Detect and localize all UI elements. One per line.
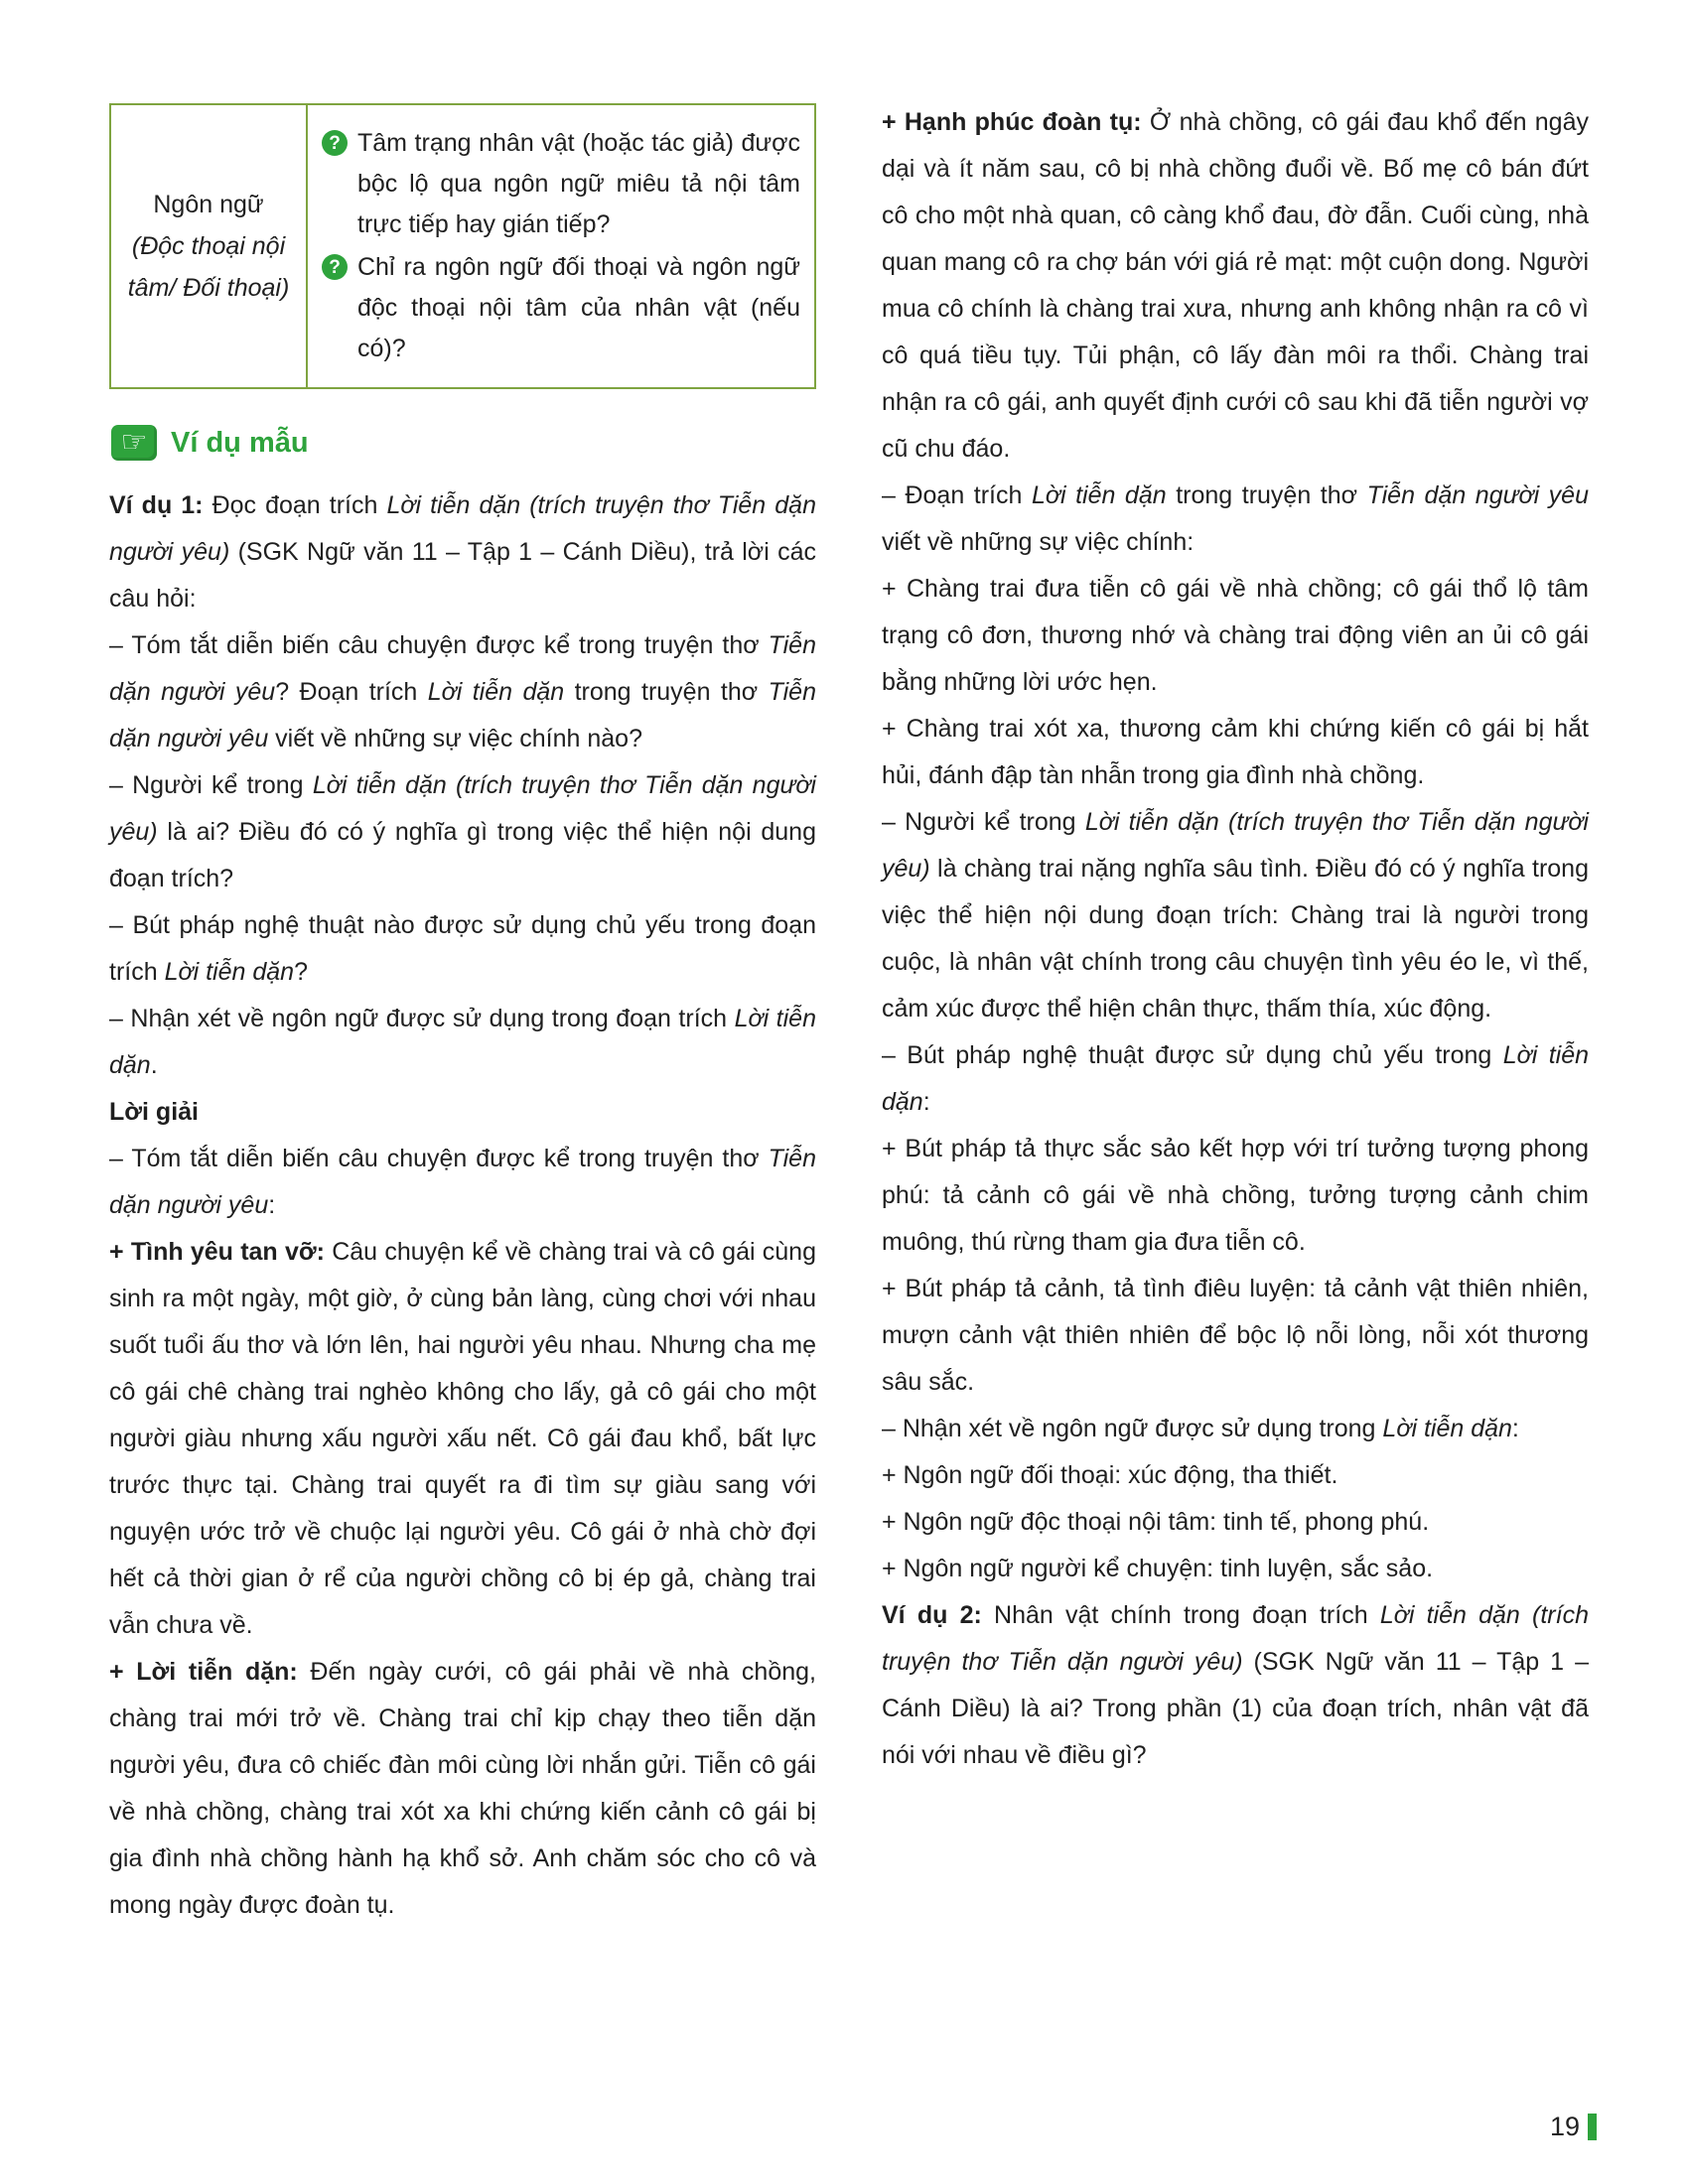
text-run: Lời tiễn dặn (trích truyện thơ Tiễn dặn người yêu): [109, 771, 816, 846]
text-run: – Đoạn trích: [882, 481, 1032, 509]
text-run: + Ngôn ngữ người kể chuyện: tinh luyện, sắc sảo.: [882, 1555, 1434, 1582]
text-run: là ai? Điều đó có ý nghĩa gì trong việc thể hiện nội dung đoạn trích?: [109, 818, 816, 892]
text-run: Lời tiễn dặn: [427, 678, 565, 706]
text-run: Ở nhà chồng, cô gái đau khổ đến ngây dại và ít năm sau, cô bị nhà chồng đuổi về. Bố mẹ cô bán đứt cô cho một nhà quan, cô càng khổ đau, đờ đẫn. Cuối cùng, nhà quan mang cô ra chợ bán với giá rẻ mạt: một cuộn dong. Người mua cô chính là chàng trai xưa, nhưng anh không nhận ra cô vì cô quá tiều tụy. Tủi phận, cô lấy đàn môi ra thổi. Chàng trai nhận ra cô gái, anh quyết định cưới cô sau khi đã tiễn người vợ cũ chu đáo.: [882, 108, 1589, 463]
paragraph: [882, 1499, 1589, 1546]
text-run: – Bút pháp nghệ thuật nào được sử dụng chủ yếu trong đoạn trích: [109, 911, 816, 986]
text-run: + Bút pháp tả cảnh, tả tình điêu luyện: tả cảnh vật thiên nhiên, mượn cảnh vật thiên nhiên để bộc lộ nỗi lòng, nỗi xót thương sâu sắc.: [882, 1275, 1589, 1396]
paragraph: [882, 99, 1589, 473]
text-run: Tiễn dặn người yêu: [109, 1145, 816, 1219]
paragraph: [109, 622, 816, 762]
section-heading-label: Ví dụ mẫu: [171, 426, 309, 459]
paragraph: [109, 902, 816, 996]
text-run: viết về những sự việc chính:: [882, 528, 1195, 556]
question-icon: ?: [322, 254, 348, 280]
question-item: [322, 123, 800, 245]
text-run: Ví dụ 1:: [109, 491, 204, 519]
paragraph: [882, 1032, 1589, 1126]
paragraph: [882, 473, 1589, 566]
text-run: Ví dụ 2:: [882, 1601, 982, 1629]
text-run: Lời tiễn dặn (trích truyện thơ Tiễn dặn người yêu): [109, 491, 816, 566]
text-run: Lời tiễn dặn: [164, 958, 295, 986]
text-run: + Ngôn ngữ độc thoại nội tâm: tinh tế, phong phú.: [882, 1508, 1430, 1536]
text-run: Đến ngày cưới, cô gái phải về nhà chồng, chàng trai mới trở về. Chàng trai chỉ kịp chạy theo tiễn dặn người yêu, đưa cô chiếc đàn môi cùng lời nhắn gửi. Tiễn cô gái về nhà chồng, chàng trai xót xa khi chứng kiến cảnh cô gái bị gia đình nhà chồng hành hạ khổ sở. Anh chăm sóc cho cô và mong ngày được đoàn tụ.: [109, 1658, 816, 1919]
paragraph: [882, 1592, 1589, 1779]
paragraph: [109, 482, 816, 622]
text-run: – Người kể trong: [109, 771, 313, 799]
text-run: + Chàng trai xót xa, thương cảm khi chứng kiến cô gái bị hắt hủi, đánh đập tàn nhẫn trong gia đình nhà chồng.: [882, 715, 1589, 789]
two-column-layout: [109, 99, 1589, 1929]
question-item: [322, 247, 800, 369]
page-footer: [1550, 2112, 1597, 2142]
paragraph: [882, 566, 1589, 706]
paragraph: [109, 1649, 816, 1929]
question-icon: ?: [322, 130, 348, 156]
paragraph: [109, 1136, 816, 1229]
text-run: Lời tiễn dặn: [1031, 481, 1167, 509]
paragraph: [882, 1546, 1589, 1592]
text-run: + Lời tiễn dặn:: [109, 1658, 298, 1686]
text-run: viết về những sự việc chính nào?: [268, 725, 642, 752]
text-run: Câu chuyện kể về chàng trai và cô gái cùng sinh ra một ngày, một giờ, ở cùng bản làng, cùng chơi với nhau suốt tuổi ấu thơ và lớn lên, hai người yêu nhau. Nhưng cha mẹ cô gái chê chàng trai nghèo không cho lấy, gả cô gái cho một người giàu nhưng xấu người xấu nết. Cô gái đau khổ, bất lực trước thực tại. Chàng trai quyết ra đi tìm sự giàu sang với nguyện ước trở về chuộc lại người yêu. Cô gái ở nhà chờ đợi hết cả thời gian ở rể của người chồng cô bị ép gả, chàng trai vẫn chưa về.: [109, 1238, 816, 1639]
text-run: + Hạnh phúc đoàn tụ:: [882, 108, 1142, 136]
language-criteria-table: [109, 103, 816, 389]
left-column-text: [109, 482, 816, 1929]
text-run: :: [268, 1191, 276, 1219]
text-run: – Tóm tắt diễn biến câu chuyện được kể trong truyện thơ: [109, 1145, 769, 1172]
text-run: Lời tiễn dặn: [109, 1005, 816, 1079]
table-row-label-cell: [110, 104, 307, 388]
text-run: + Tình yêu tan vỡ:: [109, 1238, 325, 1266]
text-run: – Người kể trong: [882, 808, 1085, 836]
text-run: Lời tiễn dặn: [882, 1041, 1590, 1116]
paragraph: [109, 996, 816, 1089]
text-run: – Bút pháp nghệ thuật được sử dụng chủ yếu trong: [882, 1041, 1503, 1069]
paragraph: [882, 1452, 1589, 1499]
text-run: Lời tiễn dặn: [1382, 1415, 1512, 1442]
left-column: [109, 99, 816, 1929]
text-run: ?: [294, 958, 308, 986]
text-run: Nhân vật chính trong đoạn trích: [981, 1601, 1380, 1629]
row-label-main: Ngôn ngữ: [153, 191, 264, 218]
paragraph: [882, 706, 1589, 799]
text-run: Lời tiễn dặn (trích truyện thơ Tiễn dặn người yêu): [882, 1601, 1589, 1676]
question-text: Chỉ ra ngôn ngữ đối thoại và ngôn ngữ độc thoại nội tâm của nhân vật (nếu có)?: [357, 253, 800, 362]
text-run: – Nhận xét về ngôn ngữ được sử dụng trong đoạn trích: [109, 1005, 735, 1032]
text-run: Lời giải: [109, 1098, 200, 1126]
paragraph: [109, 1229, 816, 1649]
text-run: là chàng trai nặng nghĩa sâu tình. Điều đó có ý nghĩa trong việc thể hiện nội dung đoạn trích: Chàng trai là người trong cuộc, là nhân vật chính trong câu chuyện tình yêu éo le, vì thế, cảm xúc được thể hiện chân thực, thấm thía, xúc động.: [882, 855, 1589, 1023]
paragraph: [882, 1126, 1589, 1266]
example-section-heading: [111, 425, 816, 461]
page-number: 19: [1549, 2112, 1580, 2141]
text-run: Tiễn dặn người yêu: [109, 631, 816, 706]
text-run: ? Đoạn trích: [275, 678, 428, 706]
text-run: – Nhận xét về ngôn ngữ được sử dụng trong: [882, 1415, 1383, 1442]
text-run: + Chàng trai đưa tiễn cô gái về nhà chồng; cô gái thổ lộ tâm trạng cô đơn, thương nhớ và chàng trai động viên an ủi cô gái bằng những lời ước hẹn.: [882, 575, 1589, 696]
text-run: Tiễn dặn người yêu: [1366, 481, 1589, 509]
text-run: (SGK Ngữ văn 11 – Tập 1 – Cánh Diều) là ai? Trong phần (1) của đoạn trích, nhân vật đã nói với nhau về điều gì?: [882, 1648, 1589, 1769]
paragraph: [109, 762, 816, 902]
text-run: :: [922, 1088, 930, 1116]
text-run: Tiễn dặn người yêu: [109, 678, 816, 752]
pointing-hand-icon: ☞: [111, 425, 157, 461]
row-label-sub: (Độc thoại nội tâm/ Đối thoại): [127, 232, 290, 302]
right-column: [882, 99, 1589, 1929]
table-row: [110, 104, 815, 388]
right-column-text: [882, 99, 1589, 1779]
text-run: – Tóm tắt diễn biến câu chuyện được kể trong truyện thơ: [109, 631, 769, 659]
paragraph: [882, 1406, 1589, 1452]
text-run: trong truyện thơ: [564, 678, 769, 706]
text-run: Lời tiễn dặn (trích truyện thơ Tiễn dặn người yêu): [882, 808, 1589, 883]
text-run: .: [150, 1051, 158, 1079]
paragraph: [882, 799, 1589, 1032]
paragraph: [109, 1089, 816, 1136]
question-text: Tâm trạng nhân vật (hoặc tác giả) được bộc lộ qua ngôn ngữ miêu tả nội tâm trực tiếp hay gián tiếp?: [357, 129, 800, 238]
text-run: :: [1511, 1415, 1519, 1442]
text-run: trong truyện thơ: [1166, 481, 1367, 509]
paragraph: [882, 1266, 1589, 1406]
text-run: (SGK Ngữ văn 11 – Tập 1 – Cánh Diều), trả lời các câu hỏi:: [109, 538, 816, 613]
text-run: Đọc đoạn trích: [203, 491, 387, 519]
text-run: + Bút pháp tả thực sắc sảo kết hợp với trí tưởng tượng phong phú: tả cảnh cô gái về nhà chồng, tưởng tượng cảnh chim muông, thú rừng tham gia đưa tiễn cô.: [882, 1135, 1589, 1256]
text-run: + Ngôn ngữ đối thoại: xúc động, tha thiết.: [882, 1461, 1338, 1489]
page-number-bar: [1588, 2114, 1597, 2140]
table-questions-cell: [307, 104, 815, 388]
